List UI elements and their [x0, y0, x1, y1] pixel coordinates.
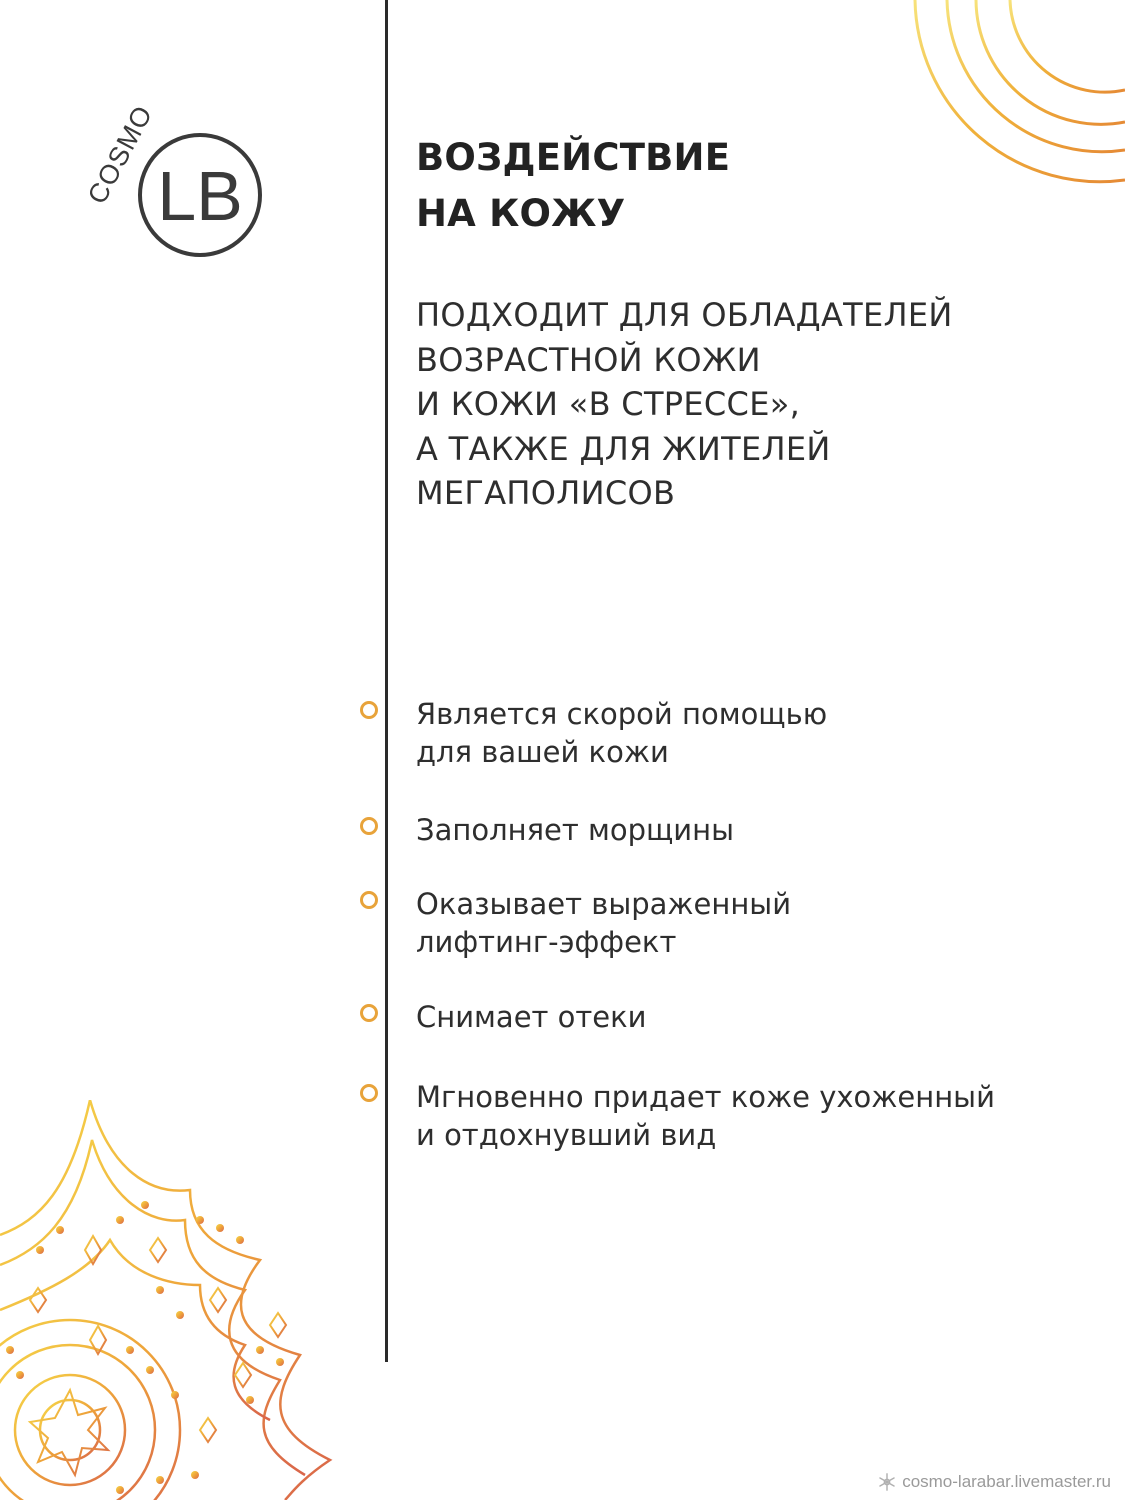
page-title: [416, 130, 1056, 242]
intro-line: ПОДХОДИТ ДЛЯ ОБЛАДАТЕЛЕЙ: [416, 296, 953, 334]
bullet-circle-icon: [360, 701, 378, 719]
benefit-line: лифтинг-эффект: [416, 925, 677, 959]
logo-monogram: LB: [157, 157, 243, 235]
intro-text: [416, 293, 1096, 516]
snowflake-icon: [878, 1473, 896, 1491]
brand-logo: [70, 75, 270, 275]
watermark-text: cosmo-larabar.livemaster.ru: [902, 1472, 1111, 1491]
benefit-line: для вашей кожи: [416, 735, 669, 769]
logo-mark: [70, 75, 270, 275]
watermark: [878, 1472, 1111, 1492]
logo-wordmark: COSMO: [81, 100, 159, 209]
benefit-line: Заполняет морщины: [416, 813, 735, 847]
title-line: ВОЗДЕЙСТВИЕ: [416, 136, 731, 179]
bullet-circle-icon: [360, 891, 378, 909]
bullet-circle-icon: [360, 1004, 378, 1022]
benefit-line: и отдохнувший вид: [416, 1118, 717, 1152]
intro-line: ВОЗРАСТНОЙ КОЖИ: [416, 340, 761, 379]
bullet-circle-icon: [360, 1084, 378, 1102]
benefit-line: Является скорой помощью: [416, 697, 828, 731]
mandala-ornament: [0, 1100, 340, 1500]
intro-line: МЕГАПОЛИСОВ: [416, 474, 676, 512]
bullet-circle-icon: [360, 817, 378, 835]
intro-line: И КОЖИ «В СТРЕССЕ»,: [416, 385, 801, 423]
benefit-line: Оказывает выраженный: [416, 887, 792, 921]
intro-line: А ТАКЖЕ ДЛЯ ЖИТЕЛЕЙ: [416, 429, 831, 468]
title-line: НА КОЖУ: [416, 192, 626, 235]
vertical-divider: [385, 0, 388, 1362]
benefit-line: Снимает отеки: [416, 1000, 647, 1034]
benefit-line: Мгновенно придает коже ухоженный: [416, 1080, 995, 1114]
